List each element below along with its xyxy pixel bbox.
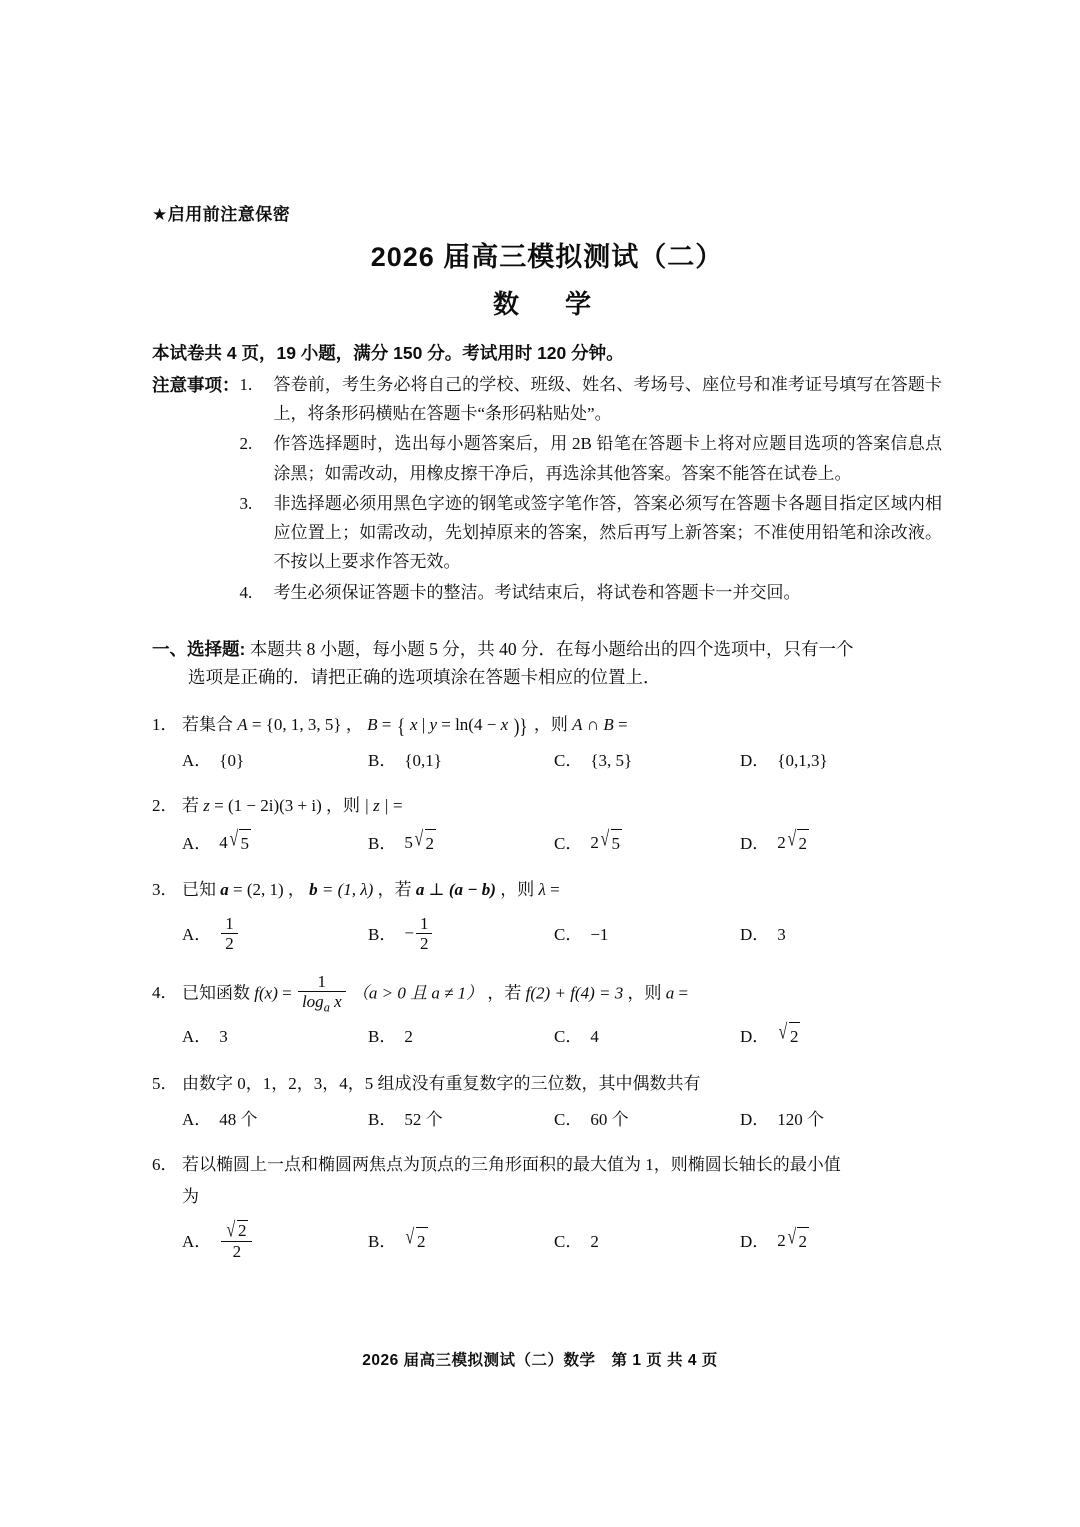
sqrt-icon: √ 2 — [786, 1226, 809, 1255]
option-d-text: {0,1,3} — [777, 751, 828, 771]
notice-text: 答卷前，考生务必将自己的学校、班级、姓名、考场号、座位号和准考证号填写在答题卡上，将条形码横贴在答题卡“条形码粘贴处”。 — [273, 374, 942, 424]
q4-denominator: $\log_a x$ — [301, 991, 342, 1015]
q3-vec-ab: (a − b) — [448, 880, 496, 900]
page-content — [152, 200, 942, 1264]
option-c-tag: C． — [554, 925, 583, 945]
q1-tail-B: B — [603, 715, 614, 734]
q1-setA-value: {0, 1, 3, 5} — [265, 715, 342, 734]
section-one-text: 本题共 8 小题，每小题 5 分，共 40 分．在每小题给出的四个选项中，只有一个 — [249, 638, 854, 659]
option-c[interactable] — [554, 826, 740, 859]
question-4-stem — [152, 973, 942, 1016]
option-a-tag: A． — [182, 1232, 212, 1252]
option-b-text: 2 — [404, 1027, 413, 1047]
q1-ln: = ln(4 − — [441, 715, 497, 734]
option-a[interactable] — [182, 826, 368, 859]
q3-eq3: = — [550, 880, 560, 900]
option-d-text: 3 — [777, 925, 786, 945]
option-d-tag: D． — [740, 925, 770, 945]
option-b-tag: B． — [368, 751, 397, 771]
option-c-text: 4 — [590, 1027, 599, 1047]
notice-number: 4. — [239, 582, 253, 602]
q1-tail-eq: = — [617, 715, 628, 734]
question-number: 2． — [152, 796, 178, 816]
question-number: 1． — [152, 715, 178, 734]
question-6-body: 若以椭圆上一点和椭圆两焦点为顶点的三角形面积的最大值为 1，则椭圆长轴长的最小值 — [182, 1155, 841, 1175]
option-d-tag: D． — [740, 834, 770, 854]
option-a-tag: A． — [182, 1109, 212, 1129]
q2-pre: 若 — [182, 796, 199, 816]
question-6 — [152, 1149, 942, 1264]
sqrt-icon: √ 2 — [226, 1217, 247, 1242]
q3-vec-a2: a — [415, 880, 425, 900]
page-footer: 2026 届高三模拟测试（二）数学 第 1 页 共 4 页 — [362, 1352, 718, 1369]
option-c[interactable] — [554, 913, 740, 957]
option-c[interactable] — [554, 1022, 740, 1052]
q3-pre: 已知 — [182, 880, 216, 900]
notice-list — [240, 370, 943, 608]
question-1 — [152, 709, 942, 774]
notice-block — [152, 370, 942, 608]
question-number: 6． — [152, 1155, 178, 1175]
q4-mid: ，若 — [487, 983, 522, 1003]
option-c[interactable] — [554, 1220, 740, 1264]
question-5-options — [182, 1106, 942, 1133]
option-c-tag: C． — [554, 1232, 583, 1252]
q4-eq: = — [282, 983, 292, 1003]
question-1-options — [182, 747, 942, 774]
q1-var-x: x — [410, 715, 418, 734]
option-b-text: 5 √ 2 — [404, 829, 436, 859]
option-d-tag: D． — [740, 1232, 770, 1252]
list-item — [240, 370, 943, 428]
list-item — [240, 578, 943, 607]
section-one-lead: 一、选择题: — [152, 638, 246, 659]
q3-perp: ⊥ — [428, 880, 445, 900]
sqrt-icon: √ 2 — [404, 1226, 427, 1255]
option-b-text: − $\frac{1}{2}$ — [404, 915, 434, 954]
option-b[interactable] — [368, 747, 554, 774]
q1-tail-A: A — [572, 715, 583, 734]
option-a-tag: A． — [182, 834, 212, 854]
question-5-stem — [152, 1068, 942, 1100]
option-a[interactable] — [182, 913, 368, 957]
question-2-options — [182, 826, 942, 859]
notice-number: 3. — [239, 493, 253, 513]
q4-pre: 已知函数 — [182, 983, 250, 1003]
sqrt-icon: √ 2 — [777, 1021, 800, 1050]
question-4-options — [182, 1019, 942, 1052]
q1-set-A: A — [237, 715, 248, 734]
option-d-tag: D． — [740, 751, 770, 771]
option-b-tag: B． — [368, 834, 397, 854]
option-d[interactable] — [740, 826, 926, 859]
q1-brace-open: { — [396, 713, 405, 738]
option-a-text: {0} — [219, 751, 245, 771]
sqrt-icon: √ 5 — [599, 828, 622, 857]
question-5 — [152, 1068, 942, 1133]
q4-a: a — [665, 983, 675, 1003]
q4-fraction — [298, 972, 346, 1015]
section-one-text2: 选项是正确的．请把正确的选项填涂在答题卡相应的位置上． — [188, 667, 661, 688]
option-a-text: 48 个 — [219, 1109, 258, 1129]
option-a-text: 4 √ 5 — [219, 829, 251, 859]
notice-number: 2. — [239, 434, 253, 454]
confidential-notice: ★启用前注意保密 — [152, 205, 291, 224]
q1-var-y: y — [429, 715, 437, 734]
option-d[interactable] — [740, 747, 926, 774]
q1-var-x2: x — [500, 715, 509, 734]
q3-vec-b: b — [309, 880, 318, 900]
q2-eq: = — [214, 796, 224, 816]
q4-f: f — [254, 983, 259, 1003]
q3-lambda: λ — [538, 880, 546, 900]
q3-comma3: ，则 — [500, 880, 535, 900]
list-item — [240, 489, 943, 577]
option-a[interactable] — [182, 1022, 368, 1052]
option-c-text: −1 — [590, 925, 609, 945]
option-c-text: 2 — [590, 1232, 599, 1252]
exam-info-line: 本试卷共 4 页，19 小题，满分 150 分。考试用时 120 分钟。 — [152, 343, 624, 363]
option-d[interactable] — [740, 1220, 926, 1264]
q1-eq1: = — [251, 715, 262, 734]
question-number: 3． — [152, 880, 178, 900]
question-1-stem — [152, 709, 942, 741]
option-d[interactable] — [740, 1019, 926, 1052]
question-6-stem — [152, 1149, 942, 1181]
question-5-body: 由数字 0，1，2，3，4，5 组成没有重复数字的三位数，其中偶数共有 — [182, 1073, 701, 1093]
question-6-options — [182, 1217, 942, 1264]
option-a-text: √ 2 2 — [219, 1221, 254, 1263]
option-b-tag: B． — [368, 1109, 397, 1129]
option-c[interactable] — [554, 1106, 740, 1133]
option-b-text — [404, 1224, 427, 1257]
q1-set-B: B — [367, 715, 378, 734]
option-b-tag: B． — [368, 1027, 397, 1047]
subject-title: 数 学 — [492, 289, 601, 319]
q2-eq2: = — [392, 796, 403, 816]
option-c-tag: C． — [554, 834, 583, 854]
q1-pre: 若集合 — [182, 715, 233, 734]
option-d[interactable] — [740, 913, 926, 957]
option-c-tag: C． — [554, 1109, 583, 1129]
q1-tail: ，则 — [533, 715, 568, 734]
q1-bar: | — [421, 715, 426, 734]
q4-tail: ，则 — [627, 983, 662, 1003]
option-b-tag: B． — [368, 1232, 397, 1252]
option-d-tag: D． — [740, 1109, 770, 1129]
option-a-text: $\frac{1}{2}$ — [219, 915, 240, 954]
option-a-tag: A． — [182, 925, 212, 945]
page-title: 2026 届高三模拟测试（二） — [370, 242, 724, 272]
q4-fx: (x) — [258, 983, 278, 1003]
notice-text: 作答选择题时，选出每小题答案后，用 2B 铅笔在答题卡上将对应题目选项的答案信息点涂黑；如需改动，用橡皮擦干净后，再选涂其他答案。答案不能答在试卷上。 — [273, 434, 942, 483]
q4-condition: （a > 0 且 a ≠ 1） — [351, 983, 484, 1003]
notice-text: 考生必须保证答题卡的整洁。考试结束后，将试卷和答题卡一并交回。 — [273, 582, 801, 602]
notice-number: 1. — [239, 374, 253, 394]
list-item — [240, 429, 943, 487]
option-c-tag: C． — [554, 1027, 583, 1047]
option-a-tag: A． — [182, 751, 212, 771]
question-3-body — [182, 874, 942, 906]
q4-eq2: = — [678, 983, 689, 1003]
q1-brace-close: )} — [514, 713, 528, 738]
q3-vec-a: a — [220, 880, 229, 900]
question-number: 4． — [152, 983, 178, 1003]
option-a[interactable] — [182, 1106, 368, 1133]
question-3 — [152, 874, 942, 956]
question-number: 5． — [152, 1073, 178, 1093]
option-d-tag: D． — [740, 1027, 770, 1047]
q2-comma: ，则 — [325, 796, 360, 816]
option-c-text: {3, 5} — [590, 751, 633, 771]
sqrt-icon: √ 5 — [228, 828, 251, 857]
option-b[interactable] — [368, 1022, 554, 1052]
option-b-tag: B． — [368, 925, 397, 945]
q3-comma2: ，若 — [377, 880, 412, 900]
option-d-text — [777, 1019, 800, 1052]
q4-numerator: 1 — [298, 972, 346, 992]
option-b-text: {0,1} — [404, 751, 442, 771]
question-3-stem — [152, 874, 942, 906]
question-4-body — [182, 973, 942, 1016]
option-c-text: 60 个 — [590, 1109, 629, 1129]
option-d-text: 2 √ 2 — [777, 1227, 809, 1257]
option-a[interactable] — [182, 747, 368, 774]
q1-eq2: = — [381, 715, 392, 734]
option-b[interactable] — [368, 913, 554, 957]
option-b[interactable] — [368, 1220, 554, 1264]
q3-eq1: = (2, 1) — [233, 880, 284, 900]
notice-text: 非选择题必须用黑色字迹的钢笔或签字笔作答，答案必须写在答题卡各题目指定区域内相应位置上；如需改动，先划掉原来的答案，然后再写上新答案；不准使用铅笔和涂改液。不按以上要求作答无效。 — [273, 493, 942, 572]
question-3-options — [182, 913, 942, 957]
option-b[interactable] — [368, 826, 554, 859]
option-b-text: 52 个 — [404, 1109, 443, 1129]
q2-var-z: z — [203, 796, 210, 816]
option-d[interactable] — [740, 1106, 926, 1133]
option-a-text: 3 — [219, 1027, 228, 1047]
option-b[interactable] — [368, 1106, 554, 1133]
question-2-stem — [152, 790, 942, 822]
question-2-body — [182, 790, 942, 822]
option-a-tag: A． — [182, 1027, 212, 1047]
notice-label: 注意事项： — [152, 374, 240, 395]
question-4 — [152, 973, 942, 1052]
sqrt-icon: √ 2 — [413, 828, 436, 857]
q2-expr: (1 − 2i)(3 + i) — [227, 796, 322, 816]
question-2 — [152, 790, 942, 858]
option-c[interactable] — [554, 747, 740, 774]
q1-cap: ∩ — [586, 715, 600, 734]
sqrt-icon: √ 2 — [786, 828, 809, 857]
option-d-text: 2 √ 2 — [777, 829, 809, 859]
question-6-stem-cont: 为 — [182, 1187, 199, 1207]
option-c-tag: C． — [554, 751, 583, 771]
q3-eq2: = (1, λ) — [321, 880, 374, 900]
section-one-heading — [152, 634, 942, 693]
q2-abs: | z | — [364, 796, 389, 816]
question-1-body — [182, 709, 942, 741]
q1-comma: ， — [345, 715, 363, 734]
q4-expr: f(2) + f(4) = 3 — [525, 983, 624, 1003]
option-c-text: 2 √ 5 — [590, 829, 622, 859]
option-a[interactable] — [182, 1217, 368, 1264]
q3-comma1: ， — [287, 880, 305, 900]
option-d-text: 120 个 — [777, 1109, 825, 1129]
